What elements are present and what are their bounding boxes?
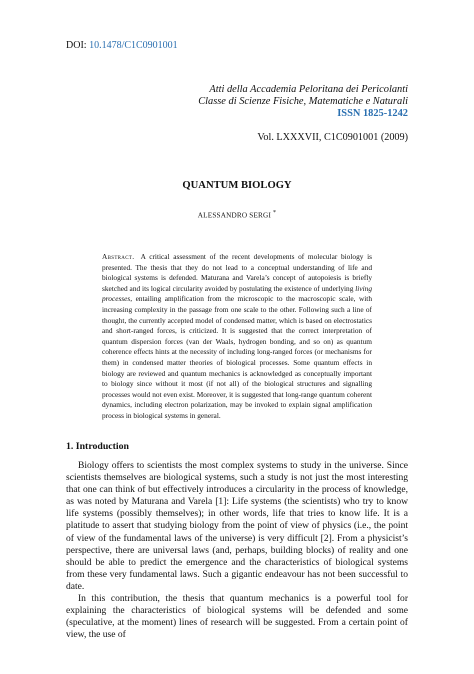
doi-label: DOI: — [66, 40, 87, 51]
abstract-emphasis: living processes — [102, 283, 372, 304]
abstract-label: Abstract. — [102, 252, 135, 261]
journal-name: Atti della Accademia Peloritana dei Pericolanti — [209, 84, 408, 95]
paragraph-1: Biology offers to scientists the most complex systems to study in the universe. Since scientists themselves are biological systems, such a study is not just the most interesting that one can think of but effectively introduces a circularity in the process of knowledge, as was noted by Maturana and Varela [1]: Life systems (the scientists) who try to know life systems (possibly themselves); in other words, life that tries to know life. It is a platitude to assert that studying biology from the point of view of physics (i.e., the point of view of the fundamental laws of the universe) is very difficult [2]. From a physicist’s perspective, there are universal laws (and, perhaps, building blocks) of reality and one should be able to predict the emergence and the characteristics of biological systems from these very fundamental laws. Such a gigantic endeavour has not been successful to date. — [66, 460, 408, 592]
doi-link[interactable]: 10.1478/C1C0901001 — [89, 40, 178, 51]
abstract — [102, 252, 372, 422]
abstract-text-1: A critical assessment of the recent developments of molecular biology is presented. The thesis that they do not lead to a conceptual understanding of life and biological systems is defended. Maturana and Varela’s concept of autopoiesis is briefly sketched and its logical circularity avoided by postulating the existence of underlying — [102, 252, 372, 293]
volume-info: Vol. LXXXVII, C1C0901001 (2009) — [257, 132, 408, 143]
issn-link[interactable]: ISSN 1825-1242 — [337, 108, 408, 120]
section-heading: 1. Introduction — [66, 441, 129, 452]
journal-class: Classe di Scienze Fisiche, Matematiche e Naturali — [198, 96, 408, 108]
abstract-text-2: , entailing amplification from the microscopic to the macroscopic scale, with increasing complexity in the passage from one scale to the other. Following such a line of thought, the currently accepted model of condensed matter, which is based on electrostatics and short-ranged forces, is criticized. It is suggested that the correct interpretation of quantum dispersion forces (van der Waals, hydrogen bonding, and so on) as quantum coherence effects hints at the necessity of including long-ranged forces (or mechanisms for them) in condensed matter theories of biological processes. Some quantum effects in biology are reviewed and quantum mechanics is acknowledged as conceptually important to biology since without it most (if not all) of the biological structures and signalling processes would not even exist. Moreover, it is suggested that long-range quantum coherent dynamics, including electron polarization, may be invoked to explain signal amplification process in biological systems in general. — [102, 294, 372, 420]
author-line — [0, 210, 474, 219]
author-name: ALESSANDRO SERGI — [197, 211, 272, 220]
paper-title: QUANTUM BIOLOGY — [182, 180, 292, 191]
paragraph-2: In this contribution, the thesis that quantum mechanics is a powerful tool for explaining the characteristics of biological systems will be defended and some (speculative, at the moment) lines of research will be suggested. From a certain point of view, the use of — [66, 593, 408, 641]
journal-info — [198, 84, 408, 121]
doi-line — [66, 40, 178, 51]
body-text — [66, 460, 408, 641]
author-footnote-mark[interactable]: * — [273, 210, 277, 216]
